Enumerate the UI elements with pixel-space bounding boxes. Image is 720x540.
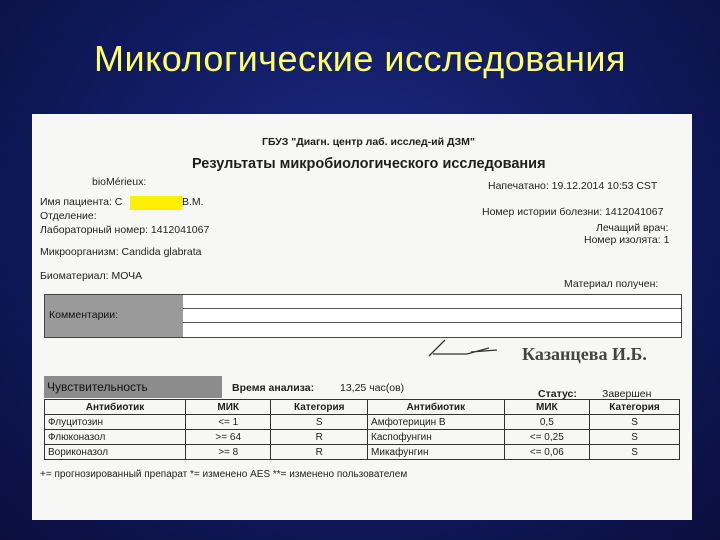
biomaterial: Биоматериал: МОЧА (40, 270, 143, 282)
lab-number: Лабораторный номер: 1412041067 (40, 224, 210, 236)
slide-title: Микологические исследования (94, 38, 626, 79)
redaction-highlight (130, 196, 182, 210)
sensitivity-header (44, 376, 680, 398)
comments-line (183, 322, 681, 323)
table-cell: Флюконазол (45, 430, 186, 445)
table-cell: Вориконазол (45, 445, 186, 460)
comments-label: Комментарии: (49, 309, 119, 321)
table-header-row (45, 400, 680, 415)
table-cell: >= 64 (185, 430, 270, 445)
status-label: Статус: (538, 388, 577, 400)
table-cell: Амфотерицин В (368, 415, 505, 430)
column-header: МИК (185, 400, 270, 415)
analysis-time-value: 13,25 час(ов) (340, 382, 405, 394)
table-cell: S (590, 430, 680, 445)
comments-box (44, 294, 682, 338)
printed-date: Напечатано: 19.12.2014 10:53 CST (488, 180, 658, 192)
table-cell: Каспофунгин (368, 430, 505, 445)
table-cell: <= 0,25 (504, 430, 589, 445)
table-cell: Микафунгин (368, 445, 505, 460)
comments-label-cell (45, 295, 183, 337)
material-received-label: Материал получен: (564, 278, 659, 290)
table-row (45, 430, 680, 445)
table-cell: Флуцитозин (45, 415, 186, 430)
table-cell: >= 8 (185, 445, 270, 460)
column-header: Антибиотик (368, 400, 505, 415)
table-cell: <= 0,06 (504, 445, 589, 460)
table-cell: S (590, 445, 680, 460)
table-cell: R (271, 445, 368, 460)
table-row (45, 445, 680, 460)
table-cell: 0,5 (504, 415, 589, 430)
patient-name-label: Имя пациента: С (40, 196, 123, 208)
department-label: Отделение: (40, 210, 97, 222)
doctor-label: Лечащий врач: (596, 222, 669, 234)
report-heading: Результаты микробиологического исследования (192, 156, 546, 172)
org-name: ГБУЗ "Диагн. центр лаб. исслед-ий ДЗМ" (262, 136, 475, 148)
column-header: Категория (590, 400, 680, 415)
table-cell: S (271, 415, 368, 430)
column-header: Категория (271, 400, 368, 415)
table-row (45, 415, 680, 430)
brand-label: bioMérieux: (92, 176, 147, 188)
footnote: += прогнозированный препарат *= изменено AES **= изменено пользователем (40, 469, 408, 480)
sensitivity-label-cell (44, 376, 222, 398)
susceptibility-table (44, 399, 680, 460)
comments-line (183, 308, 681, 309)
table-cell: R (271, 430, 368, 445)
table-cell: S (590, 415, 680, 430)
column-header: МИК (504, 400, 589, 415)
signature-scribble-icon (427, 336, 517, 362)
status-value: Завершен (602, 388, 652, 400)
case-number: Номер истории болезни: 1412041067 (482, 206, 664, 218)
isolate-number: Номер изолята: 1 (584, 234, 670, 246)
sensitivity-label: Чувствительность (47, 380, 148, 394)
lab-report-document (32, 114, 692, 520)
microorganism: Микроорганизм: Candida glabrata (40, 246, 202, 258)
table-cell: <= 1 (185, 415, 270, 430)
column-header: Антибиотик (45, 400, 186, 415)
signature-name: Казанцева И.Б. (522, 344, 647, 364)
analysis-time-label: Время анализа: (232, 382, 315, 394)
patient-initials: В.М. (182, 196, 204, 208)
